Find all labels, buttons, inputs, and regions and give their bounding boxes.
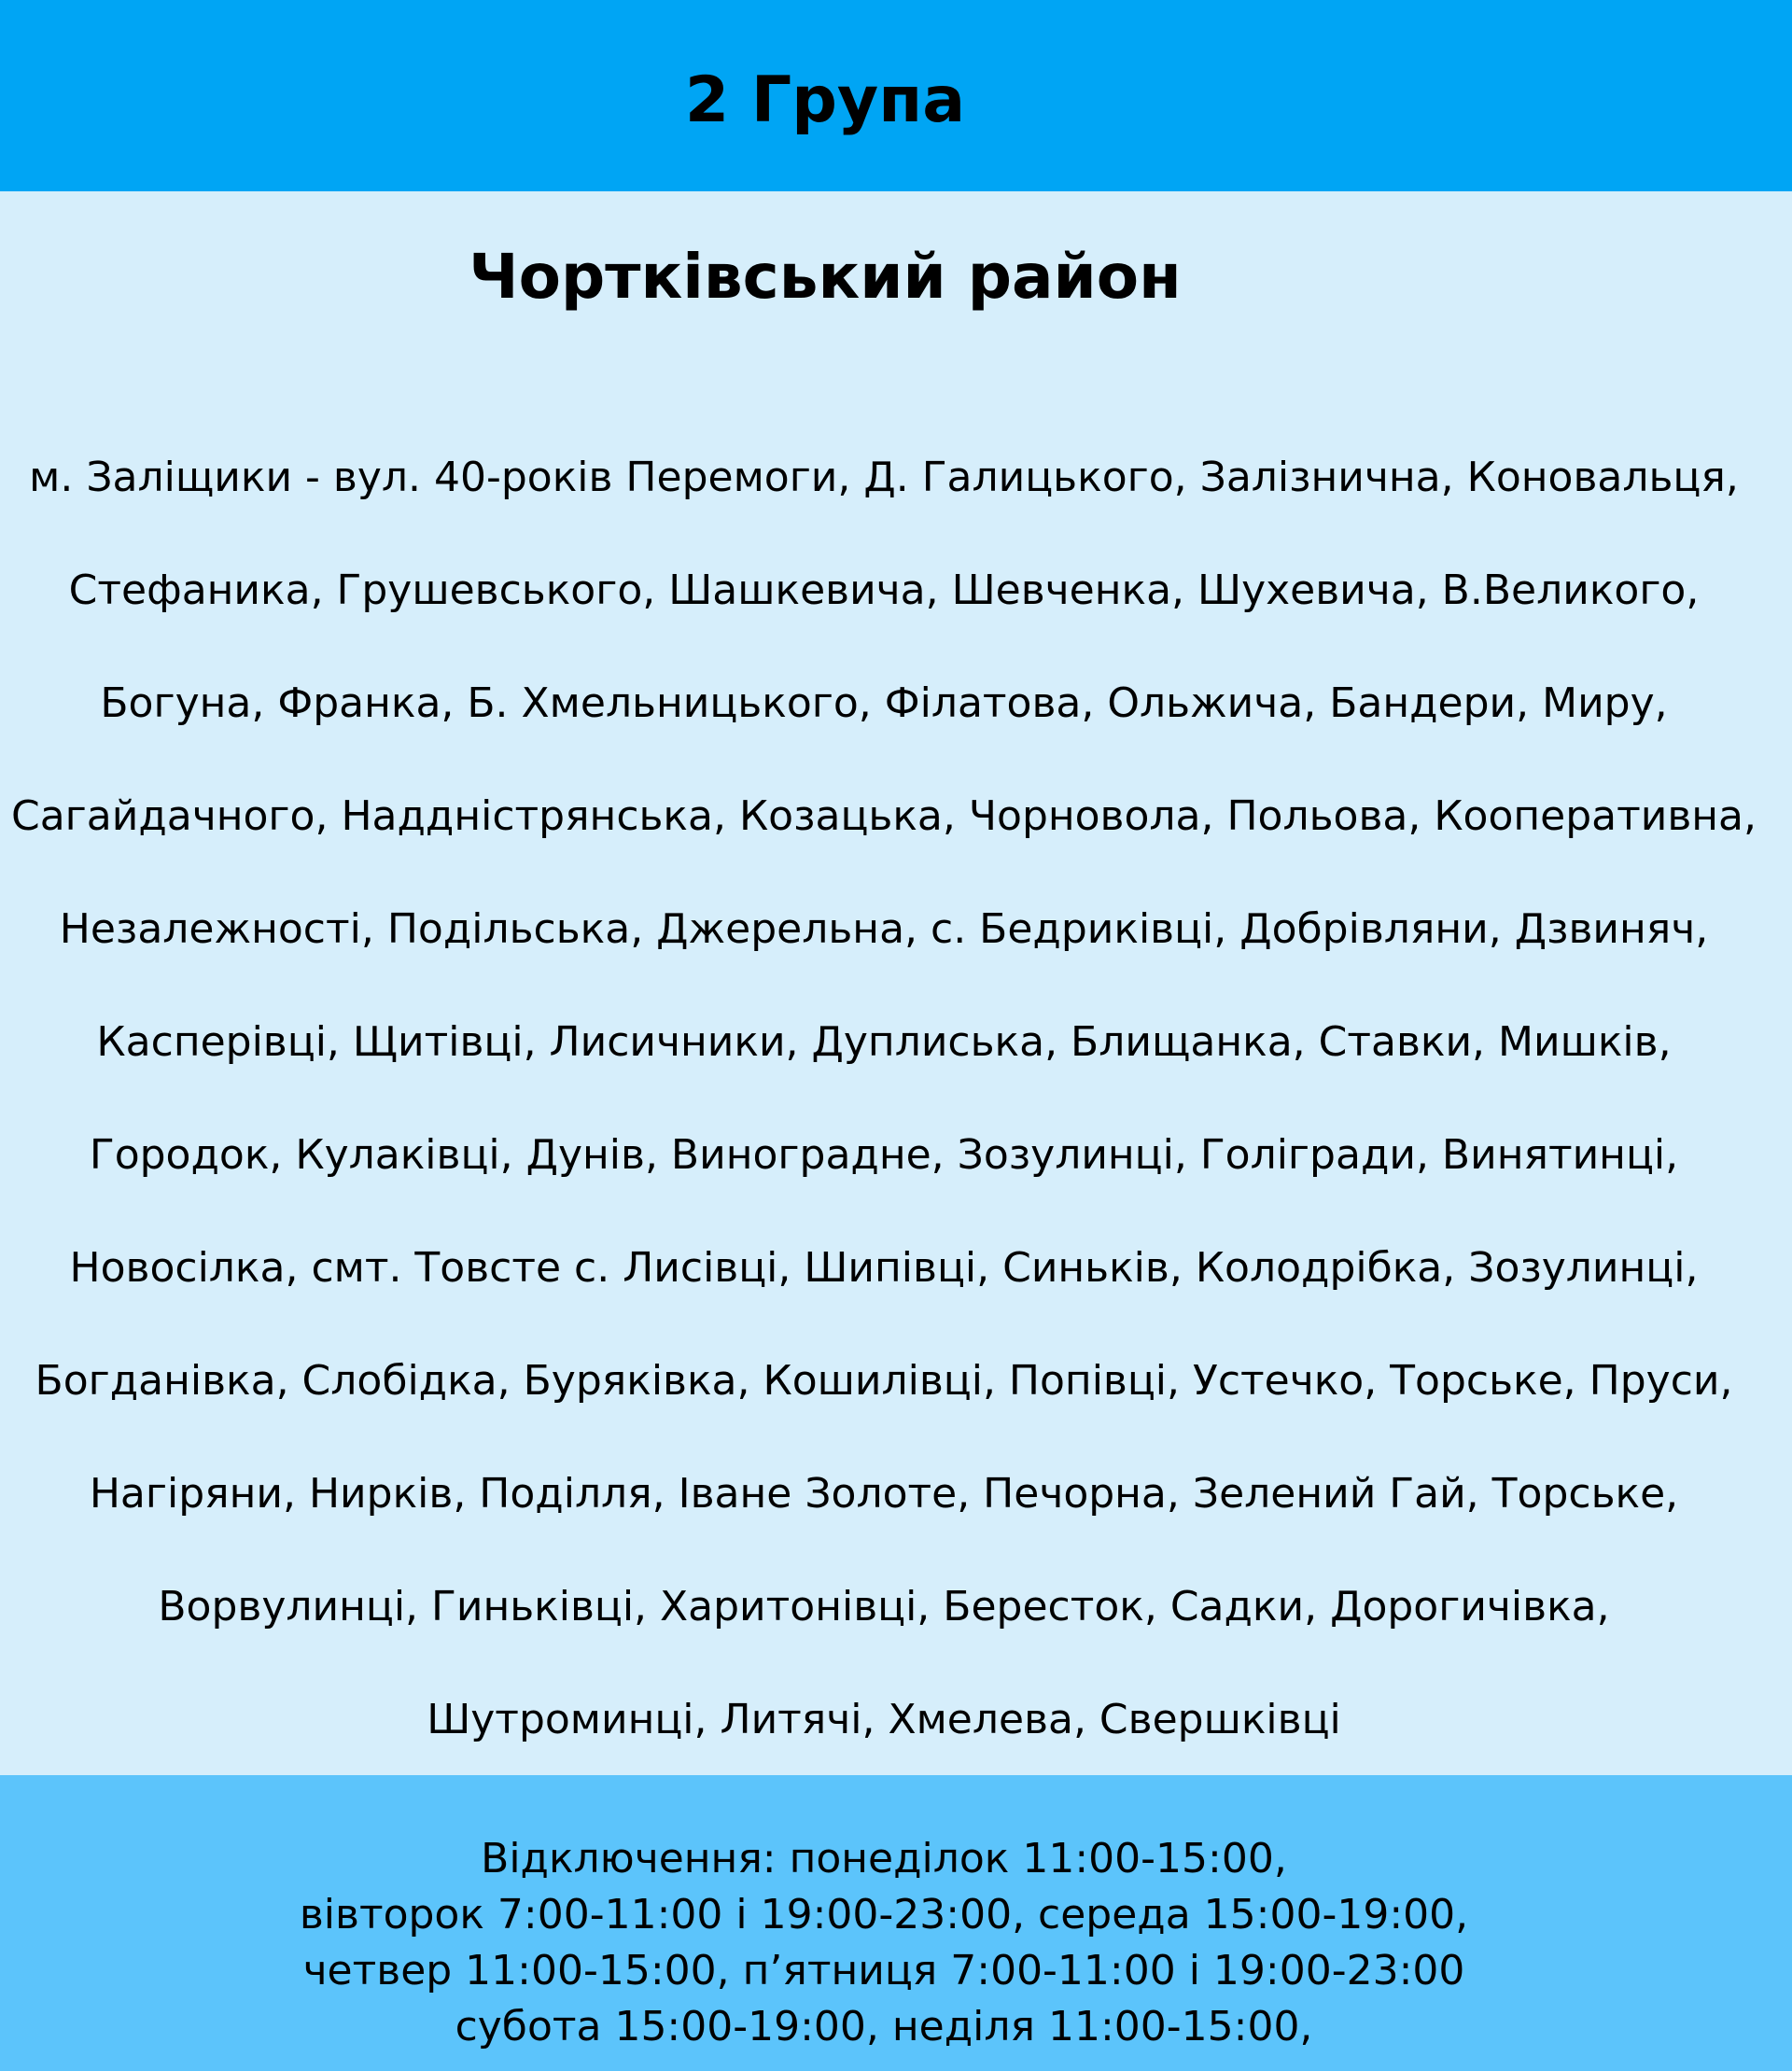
schedule-footer xyxy=(0,1775,1792,2071)
outage-schedule xyxy=(0,1831,1768,2055)
district-title: Чортківський район xyxy=(469,241,1182,313)
schedule-line: четвер 11:00-15:00, п’ятниця 7:00-11:00 і 19:00-23:00 xyxy=(302,1947,1465,1994)
schedule-line: вівторок 7:00-11:00 і 19:00-23:00, середа 15:00-19:00, xyxy=(299,1891,1469,1938)
street-line: Стефаника, Грушевського, Шашкевича, Шевченка, Шухевича, В.Великого, xyxy=(68,567,1700,614)
street-line: Новосілка, смт. Товсте с. Лисівці, Шипівці, Синьків, Колодрібка, Зозулинці, xyxy=(69,1244,1699,1292)
group-title: 2 Група xyxy=(684,63,966,137)
schedule-line: Відключення: понеділок 11:00-15:00, xyxy=(481,1835,1287,1882)
street-line: Ворвулинці, Гиньківці, Харитонівці, Бересток, Садки, Дорогичівка, xyxy=(158,1583,1610,1630)
street-line: Незалежності, Подільська, Джерельна, с. Бедриківці, Добрівляни, Дзвиняч, xyxy=(59,905,1709,953)
street-line: Нагіряни, Нирків, Поділля, Іване Золоте, Печорна, Зелений Гай, Торське, xyxy=(89,1470,1679,1518)
street-line: м. Заліщики - вул. 40-років Перемоги, Д. Галицького, Залізнична, Коновальця, xyxy=(29,454,1739,501)
street-line: Шутроминці, Литячі, Хмелева, Свершківці xyxy=(427,1696,1341,1743)
street-line: Городок, Кулаківці, Дунів, Виноградне, Зозулинці, Голігради, Винятинці, xyxy=(89,1131,1679,1179)
street-line: Богуна, Франка, Б. Хмельницького, Філатова, Ольжича, Бандери, Миру, xyxy=(100,679,1668,727)
street-line: Богданівка, Слобідка, Буряківка, Кошилівці, Попівці, Устечко, Торське, Пруси, xyxy=(35,1357,1733,1405)
header-banner xyxy=(0,0,1792,191)
main-section xyxy=(0,191,1792,1775)
street-line: Касперівці, Щитівці, Лисичники, Дуплиська, Блищанка, Ставки, Мишків, xyxy=(96,1018,1672,1066)
streets-list xyxy=(0,421,1768,1776)
schedule-line: субота 15:00-19:00, неділя 11:00-15:00, xyxy=(455,2003,1313,2050)
street-line: Сагайдачного, Наддністрянська, Козацька, Чорновола, Польова, Кооперативна, xyxy=(11,792,1757,840)
